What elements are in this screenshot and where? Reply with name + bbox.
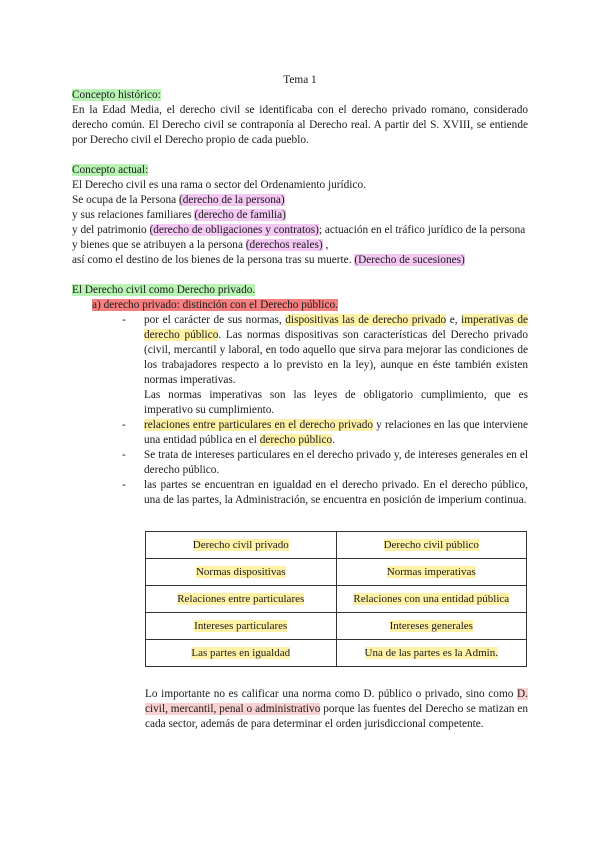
cell-text: Derecho civil público bbox=[383, 538, 479, 551]
table-row bbox=[146, 532, 527, 559]
cell-text: Intereses particulares bbox=[194, 619, 288, 632]
table-cell bbox=[146, 613, 337, 640]
highlight-derechos-reales: (derechos reales) bbox=[245, 239, 323, 251]
cell-text: Una de las partes es la Admin. bbox=[364, 646, 498, 659]
text-fragment: las partes se encuentran en igualdad en el derecho privado. En el derecho público, una de las partes, la Administración, se encuentra en posición de imperium continua. bbox=[144, 479, 528, 506]
text-fragment: y sus relaciones familiares bbox=[72, 209, 195, 221]
section-concepto-historico bbox=[72, 88, 528, 148]
text-fragment: Se ocupa de la Persona bbox=[72, 194, 179, 206]
text-fragment: ; actuación en el tráfico jurídico de la persona bbox=[318, 224, 526, 236]
cell-text: Relaciones entre particulares bbox=[177, 592, 305, 605]
cell-text: Relaciones con una entidad pública bbox=[353, 592, 510, 605]
highlight-imperativas: imperativas de derecho público bbox=[144, 314, 528, 341]
table-cell bbox=[146, 586, 337, 613]
dash-marker: - bbox=[122, 479, 126, 491]
table-cell bbox=[336, 559, 527, 586]
cell-text: Intereses generales bbox=[389, 619, 473, 632]
text-line bbox=[72, 223, 528, 238]
text-line bbox=[72, 253, 528, 268]
table-cell bbox=[146, 559, 337, 586]
paragraph-concepto-historico: En la Edad Media, el derecho civil se identificaba con el derecho privado romano, considerado derecho común. El Derecho civil se contraponía al Derecho real. A partir del S. XVIII, se entiende por Derecho civil el Derecho propio de cada pueblo. bbox=[72, 104, 528, 146]
text-line bbox=[72, 238, 528, 253]
table-cell bbox=[336, 640, 527, 667]
list-item bbox=[122, 448, 528, 478]
highlight-derecho-publico: derecho público bbox=[259, 434, 333, 446]
highlight-dispositivas: dispositivas las de derecho privado bbox=[285, 314, 447, 326]
dash-marker: - bbox=[122, 449, 126, 461]
heading-concepto-historico: Concepto histórico: bbox=[72, 89, 161, 101]
subheading-a: a) derecho privado: distinción con el Derecho público. bbox=[92, 299, 338, 311]
list-item bbox=[122, 478, 528, 508]
table-row bbox=[146, 640, 527, 667]
text-fragment: y relaciones en las que interviene una entidad pública en el bbox=[144, 419, 528, 446]
cell-text: Las partes en igualdad bbox=[191, 646, 291, 659]
text-line: El Derecho civil es una rama o sector del Ordenamiento jurídico. bbox=[72, 179, 366, 191]
comparison-table-wrapper bbox=[145, 531, 528, 667]
highlight-derecho-obligaciones: (derecho de obligaciones y contratos) bbox=[149, 224, 319, 236]
cell-text: Normas dispositivas bbox=[195, 565, 286, 578]
text-fragment: porque las fuentes del Derecho se matizan en cada sector, además de para determinar el orden jurisdiccional competente. bbox=[145, 703, 528, 730]
closing-paragraph bbox=[145, 687, 528, 732]
text-fragment: por el carácter de sus normas, bbox=[144, 314, 286, 326]
text-line bbox=[72, 193, 528, 208]
text-fragment: . Las normas dispositivas son características del Derecho privado (civil, mercantil y laboral, en todo aquello que sirva para mejorar las condiciones de los trabajadores respecto a lo previsto en la ley), aunque en éste también existen normas imperativas. bbox=[144, 329, 528, 386]
dash-marker: - bbox=[122, 314, 126, 326]
text-fragment: y del patrimonio bbox=[72, 224, 150, 236]
highlight-derecho-persona: (derecho de la persona) bbox=[178, 194, 285, 206]
text-fragment: , bbox=[322, 239, 329, 251]
list-item-extra: Las normas imperativas son las leyes de obligatorio cumplimiento, que es imperativo su cumplimiento. bbox=[144, 389, 528, 416]
table-row bbox=[146, 613, 527, 640]
text-fragment: así como el destino de los bienes de la persona tras su muerte. bbox=[72, 254, 355, 266]
text-fragment: Lo importante no es calificar una norma como D. público o privado, sino como bbox=[145, 688, 518, 700]
dash-marker: - bbox=[122, 419, 126, 431]
bullet-list bbox=[72, 313, 528, 508]
cell-text: Normas imperativas bbox=[386, 565, 476, 578]
section-derecho-privado bbox=[72, 283, 528, 508]
table-cell bbox=[336, 532, 527, 559]
text-fragment: . bbox=[332, 434, 336, 446]
cell-text: Derecho civil privado bbox=[192, 538, 289, 551]
heading-concepto-actual: Concepto actual: bbox=[72, 164, 149, 176]
text-line bbox=[72, 208, 528, 223]
comparison-table bbox=[145, 531, 527, 667]
list-item bbox=[122, 418, 528, 448]
document-page bbox=[72, 73, 528, 732]
table-row bbox=[146, 559, 527, 586]
page-title: Tema 1 bbox=[283, 74, 317, 86]
highlight-derecho-familia: (derecho de familia) bbox=[194, 209, 286, 221]
highlight-relaciones-particulares: relaciones entre particulares en el derecho privado bbox=[144, 419, 373, 431]
text-fragment: y bienes que se atribuyen a la persona bbox=[72, 239, 246, 251]
text-fragment: Se trata de intereses particulares en el derecho privado y, de intereses generales en el derecho público. bbox=[144, 449, 528, 476]
highlight-sectores: D. civil, mercantil, penal o administrativo bbox=[145, 688, 528, 715]
section-concepto-actual bbox=[72, 163, 528, 268]
list-item bbox=[122, 313, 528, 418]
heading-derecho-privado: El Derecho civil como Derecho privado. bbox=[72, 284, 256, 296]
highlight-derecho-sucesiones: (Derecho de sucesiones) bbox=[354, 254, 465, 266]
table-cell bbox=[336, 613, 527, 640]
table-cell bbox=[146, 532, 337, 559]
table-cell bbox=[336, 586, 527, 613]
text-fragment: e, bbox=[446, 314, 462, 326]
table-row bbox=[146, 586, 527, 613]
table-cell bbox=[146, 640, 337, 667]
